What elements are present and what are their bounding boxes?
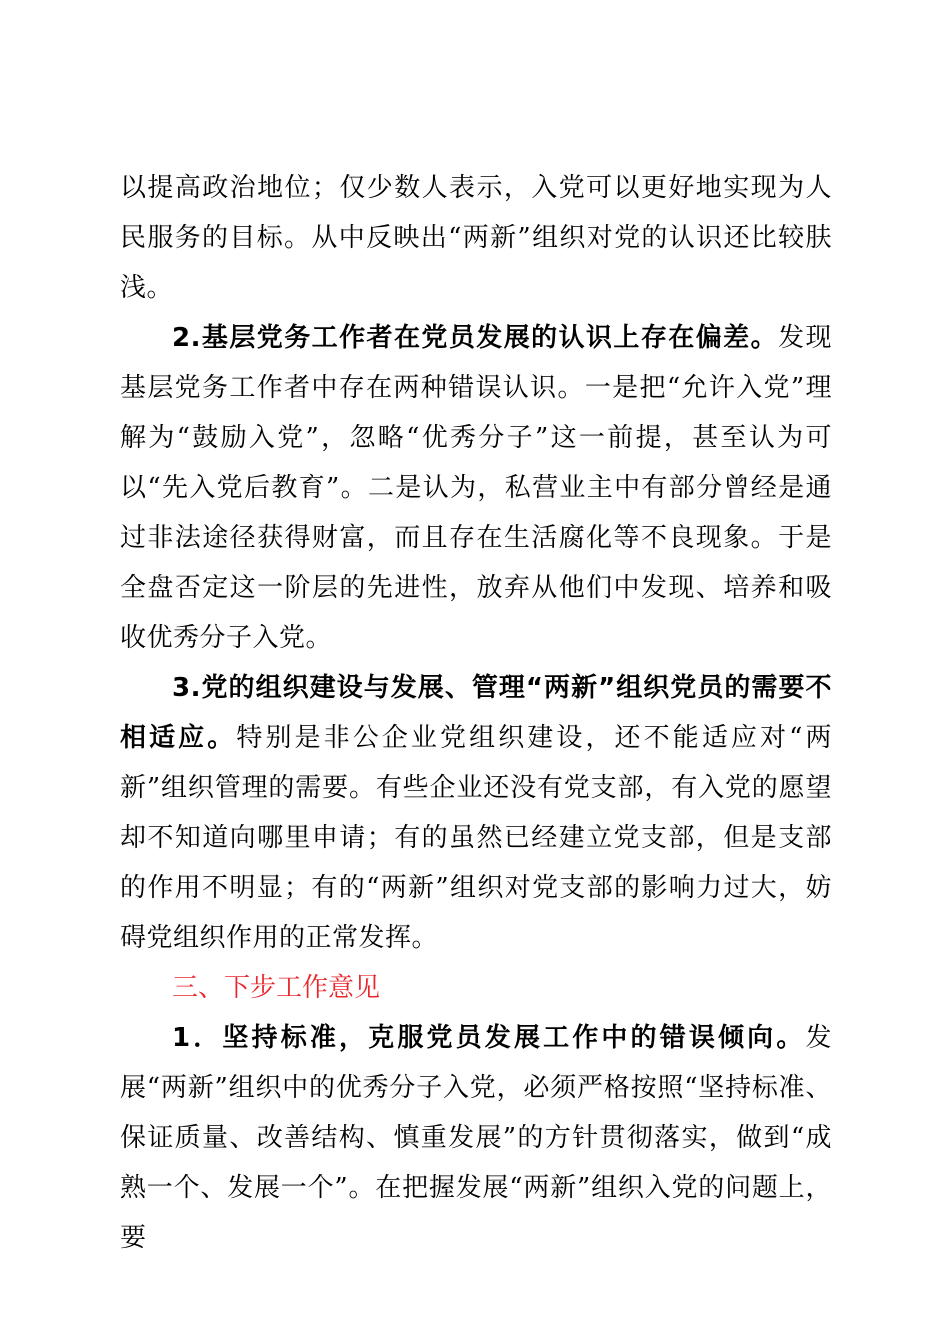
- paragraph-2-lead: 2.基层党务工作者在党员发展的认识上存在偏差。: [172, 323, 779, 353]
- paragraph-2: [120, 313, 832, 663]
- paragraph-1: [120, 163, 832, 313]
- paragraph-2-body: 发现基层党务工作者中存在两种错误认识。一是把“允许入党”理解为“鼓励入党”，忽略“优秀分子”这一前提，甚至认为可以“先入党后教育”。二是认为，私营业主中有部分曾经是通过非法途径获得财富，而且存在生活腐化等不良现象。于是全盘否定这一阶层的先进性，放弃从他们中发现、培养和吸收优秀分子入党。: [120, 323, 832, 653]
- paragraph-4-lead: 1．坚持标准，克服党员发展工作中的错误倾向。: [172, 1023, 806, 1053]
- paragraph-3: [120, 663, 832, 963]
- paragraph-4: [120, 1013, 832, 1263]
- section-heading: 三、下步工作意见: [172, 973, 381, 1003]
- paragraph-1-text: 以提高政治地位；仅少数人表示，入党可以更好地实现为人民服务的目标。从中反映出“两新”组织对党的认识还比较肤浅。: [120, 173, 832, 303]
- paragraph-3-body: 特别是非公企业党组织建设，还不能适应对“两新”组织管理的需要。有些企业还没有党支部，有入党的愿望却不知道向哪里申请；有的虽然已经建立党支部，但是支部的作用不明显；有的“两新”组织对党支部的影响力过大，妨碍党组织作用的正常发挥。: [120, 723, 832, 953]
- document-page: [120, 163, 832, 1263]
- paragraph-3-lead: 3.党的组织建设与发展、管理“两新”组织党员的需要不相适应。: [120, 673, 832, 753]
- paragraph-4-body: 发展“两新”组织中的优秀分子入党，必须严格按照“坚持标准、保证质量、改善结构、慎重发展”的方针贯彻落实，做到“成熟一个、发展一个”。在把握发展“两新”组织入党的问题上，要: [120, 1023, 832, 1253]
